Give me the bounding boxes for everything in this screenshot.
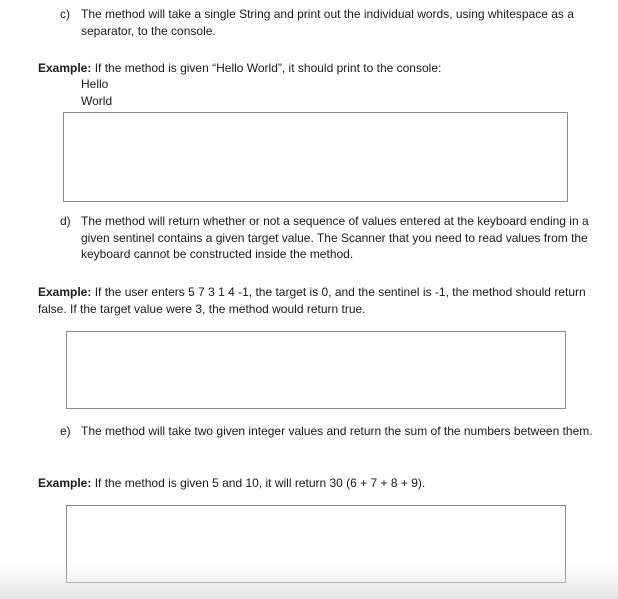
- example-c: [38, 60, 603, 77]
- example-d-text: If the user enters 5 7 3 1 4 -1, the target is 0, and the sentinel is -1, the method should return false. If the target value were 3, the method would return true.: [38, 285, 586, 316]
- answer-box-c[interactable]: [63, 112, 568, 202]
- example-e-text: If the method is given 5 and 10, it will return 30 (6 + 7 + 8 + 9).: [94, 476, 426, 490]
- example-c-output-line-1: Hello: [81, 77, 109, 91]
- question-d-marker: d): [60, 214, 71, 228]
- answer-box-d[interactable]: [66, 331, 566, 409]
- question-c: [60, 6, 605, 39]
- example-c-text: If the method is given “Hello World”, it should print to the console:: [94, 61, 442, 75]
- question-e: [60, 423, 605, 440]
- example-e-label: Example:: [38, 476, 92, 490]
- example-e: [38, 475, 603, 492]
- example-c-label: Example:: [38, 61, 92, 75]
- example-c-output: [81, 76, 112, 110]
- question-e-text: The method will take two given integer values and return the sum of the numbers between them.: [81, 424, 593, 438]
- question-d: [60, 213, 605, 263]
- example-d-label: Example:: [38, 285, 92, 299]
- question-c-marker: c): [60, 7, 70, 21]
- example-c-output-line-2: World: [81, 94, 113, 108]
- example-d: [38, 284, 603, 317]
- answer-box-e[interactable]: [66, 505, 566, 583]
- question-e-marker: e): [60, 424, 71, 438]
- question-c-text: The method will take a single String and print out the individual words, using whitespace as a separator, to the console.: [81, 7, 574, 38]
- question-d-text: The method will return whether or not a sequence of values entered at the keyboard ending in a given sentinel contains a given target value. The Scanner that you need to read values from the keyboard cannot be constructed inside the method.: [81, 214, 589, 261]
